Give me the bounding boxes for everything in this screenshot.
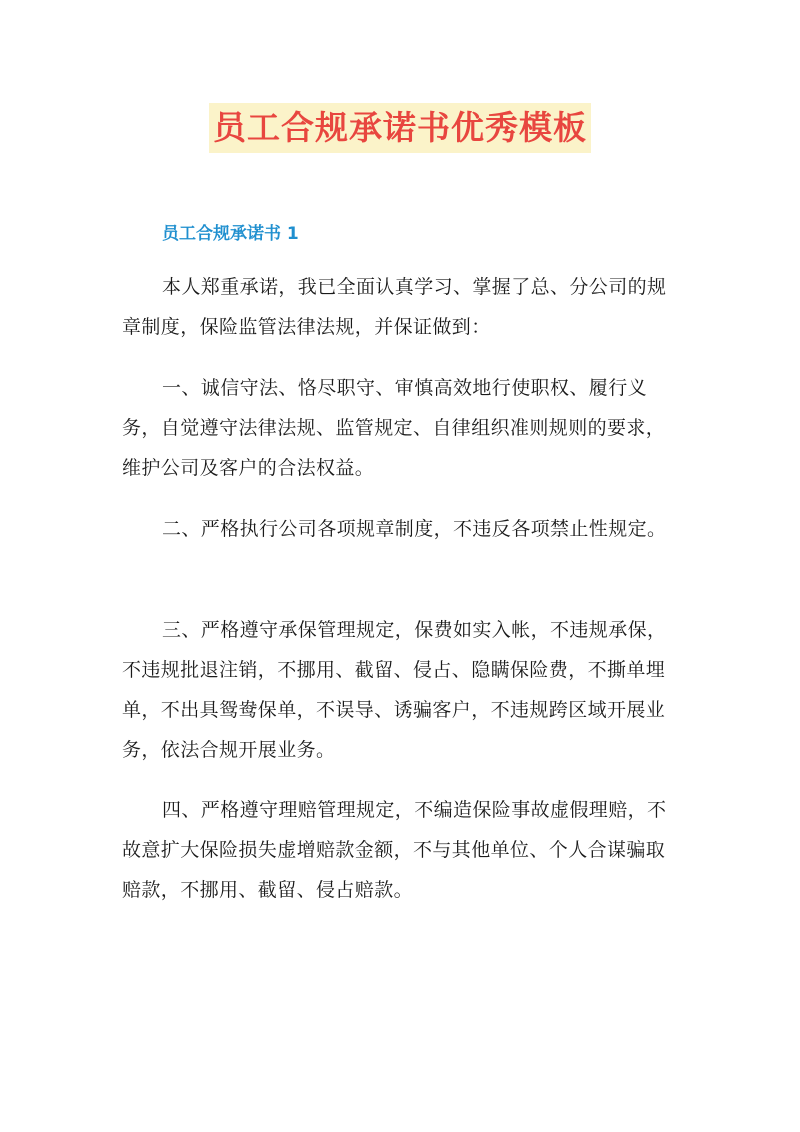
paragraph-item-3: 三、严格遵守承保管理规定，保费如实入帐，不违规承保，不违规批退注销，不挪用、截留、侵占、隐瞒保险费，不撕单埋单，不出具鸳鸯保单，不误导、诱骗客户，不违规跨区域开展业务，依法合规开展业务。 xyxy=(122,619,667,761)
section-heading: 员工合规承诺书 1 xyxy=(162,224,299,244)
paragraph-item-2: 二、严格执行公司各项规章制度，不违反各项禁止性规定。 xyxy=(162,518,667,540)
title-container xyxy=(0,103,800,153)
paragraph-intro: 本人郑重承诺，我已全面认真学习、掌握了总、分公司的规章制度，保险监管法律法规，并保证做到： xyxy=(122,276,667,338)
paragraph-item-1: 一、诚信守法、恪尽职守、审慎高效地行使职权、履行义务，自觉遵守法律法规、监管规定、自律组织准则规则的要求，维护公司及客户的合法权益。 xyxy=(122,377,666,479)
document-title: 员工合规承诺书优秀模板 xyxy=(209,103,591,153)
paragraph-item-4: 四、严格遵守理赔管理规定，不编造保险事故虚假理赔，不故意扩大保险损失虚增赔款金额，不与其他单位、个人合谋骗取赔款，不挪用、截留、侵占赔款。 xyxy=(122,799,667,901)
